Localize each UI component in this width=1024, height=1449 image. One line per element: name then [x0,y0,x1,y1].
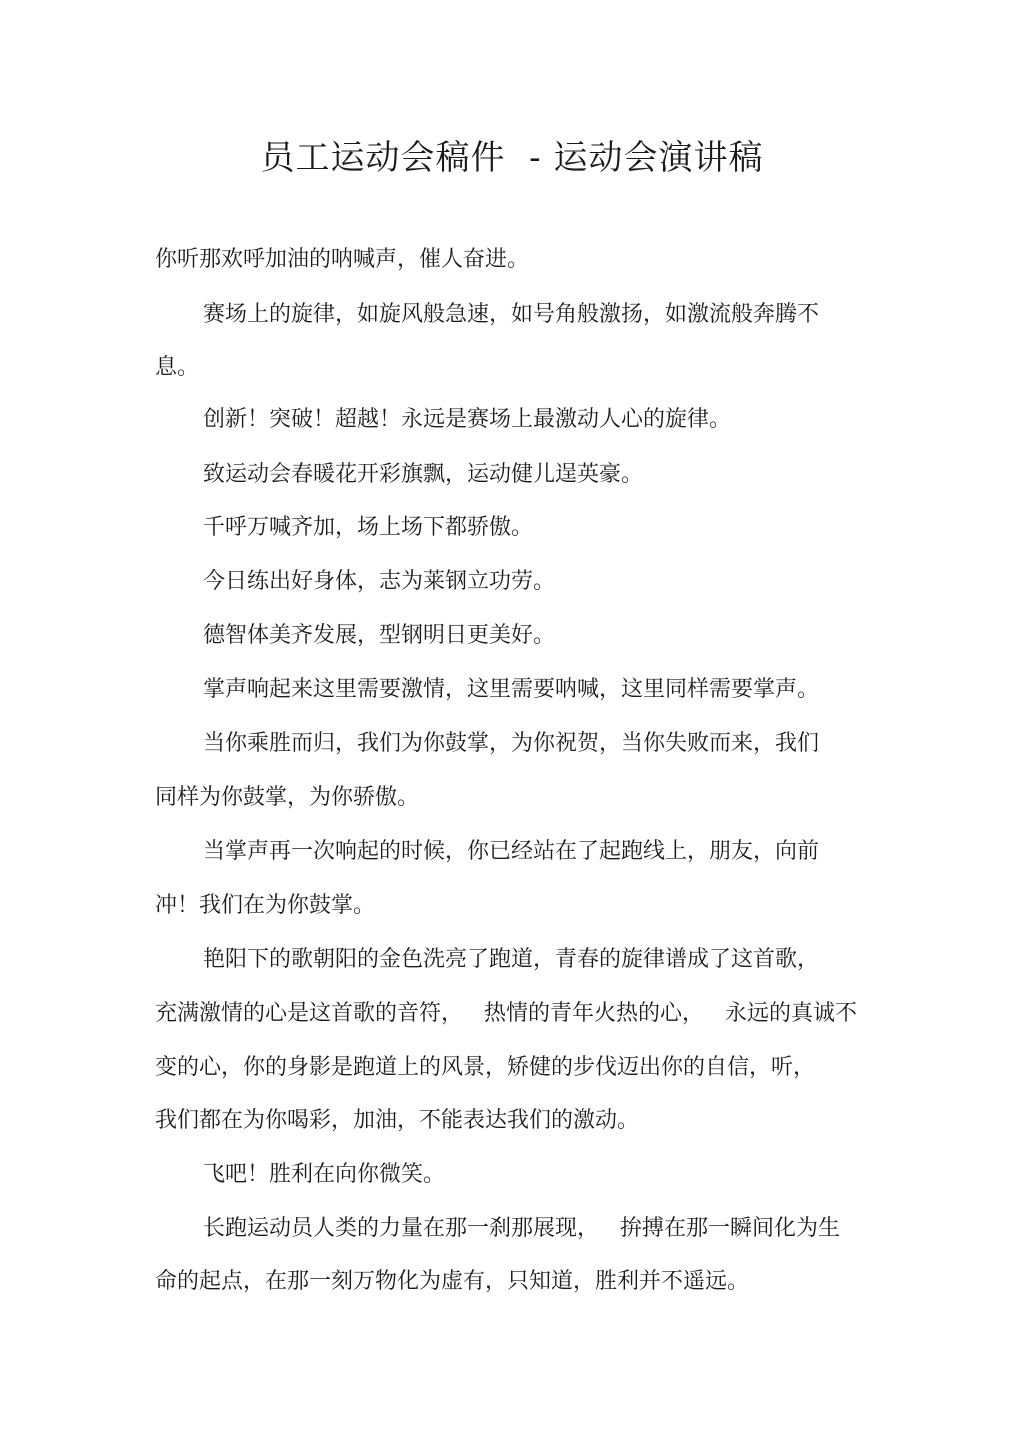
paragraph-line: 你听那欢呼加油的呐喊声，催人奋进。 [155,247,530,272]
paragraph-line: 今日练出好身体，志为莱钢立功劳。 [203,569,556,594]
paragraph-line: 艳阳下的歌朝阳的金色洗亮了跑道，青春的旋律谱成了这首歌， [203,947,820,972]
paragraph-line: 当掌声再一次响起的时候，你已经站在了起跑线上，朋友，向前 [203,839,820,864]
paragraph-line: 飞吧！胜利在向你微笑。 [203,1162,446,1187]
paragraph-line: 掌声响起来这里需要激情，这里需要呐喊，这里同样需要掌声。 [203,677,820,702]
paragraph-line: 同样为你鼓掌，为你骄傲。 [155,785,420,810]
paragraph-line: 千呼万喊齐加，场上场下都骄傲。 [203,515,534,540]
paragraph-line: 赛场上的旋律，如旋风般急速，如号角般激扬，如激流般奔腾不 [203,302,820,327]
paragraph-line: 创新！突破！超越！永远是赛场上最激动人心的旋律。 [203,407,732,432]
paragraph-line: 变的心，你的身影是跑道上的风景，矫健的步伐迈出你的自信，听， [155,1055,816,1080]
document-title: 员工运动会稿件 - 运动会演讲稿 [260,138,764,178]
paragraph-line: 当你乘胜而归，我们为你鼓掌，为你祝贺，当你失败而来，我们 [203,731,820,756]
paragraph-line: 充满激情的心是这首歌的音符， 热情的青年火热的心， 永远的真诚不 [155,1001,857,1026]
paragraph-line: 冲！我们在为你鼓掌。 [155,893,376,918]
paragraph-line: 我们都在为你喝彩，加油，不能表达我们的激动。 [155,1108,640,1133]
paragraph-line: 长跑运动员人类的力量在那一刹那展现， 拚搏在那一瞬间化为生 [203,1216,840,1241]
paragraph-line: 德智体美齐发展，型钢明日更美好。 [203,623,556,648]
paragraph-line: 息。 [155,355,200,380]
paragraph-line: 致运动会春暖花开彩旗飘，运动健儿逞英豪。 [203,462,644,487]
paragraph-line: 命的起点，在那一刻万物化为虚有，只知道，胜利并不遥远。 [155,1269,750,1294]
